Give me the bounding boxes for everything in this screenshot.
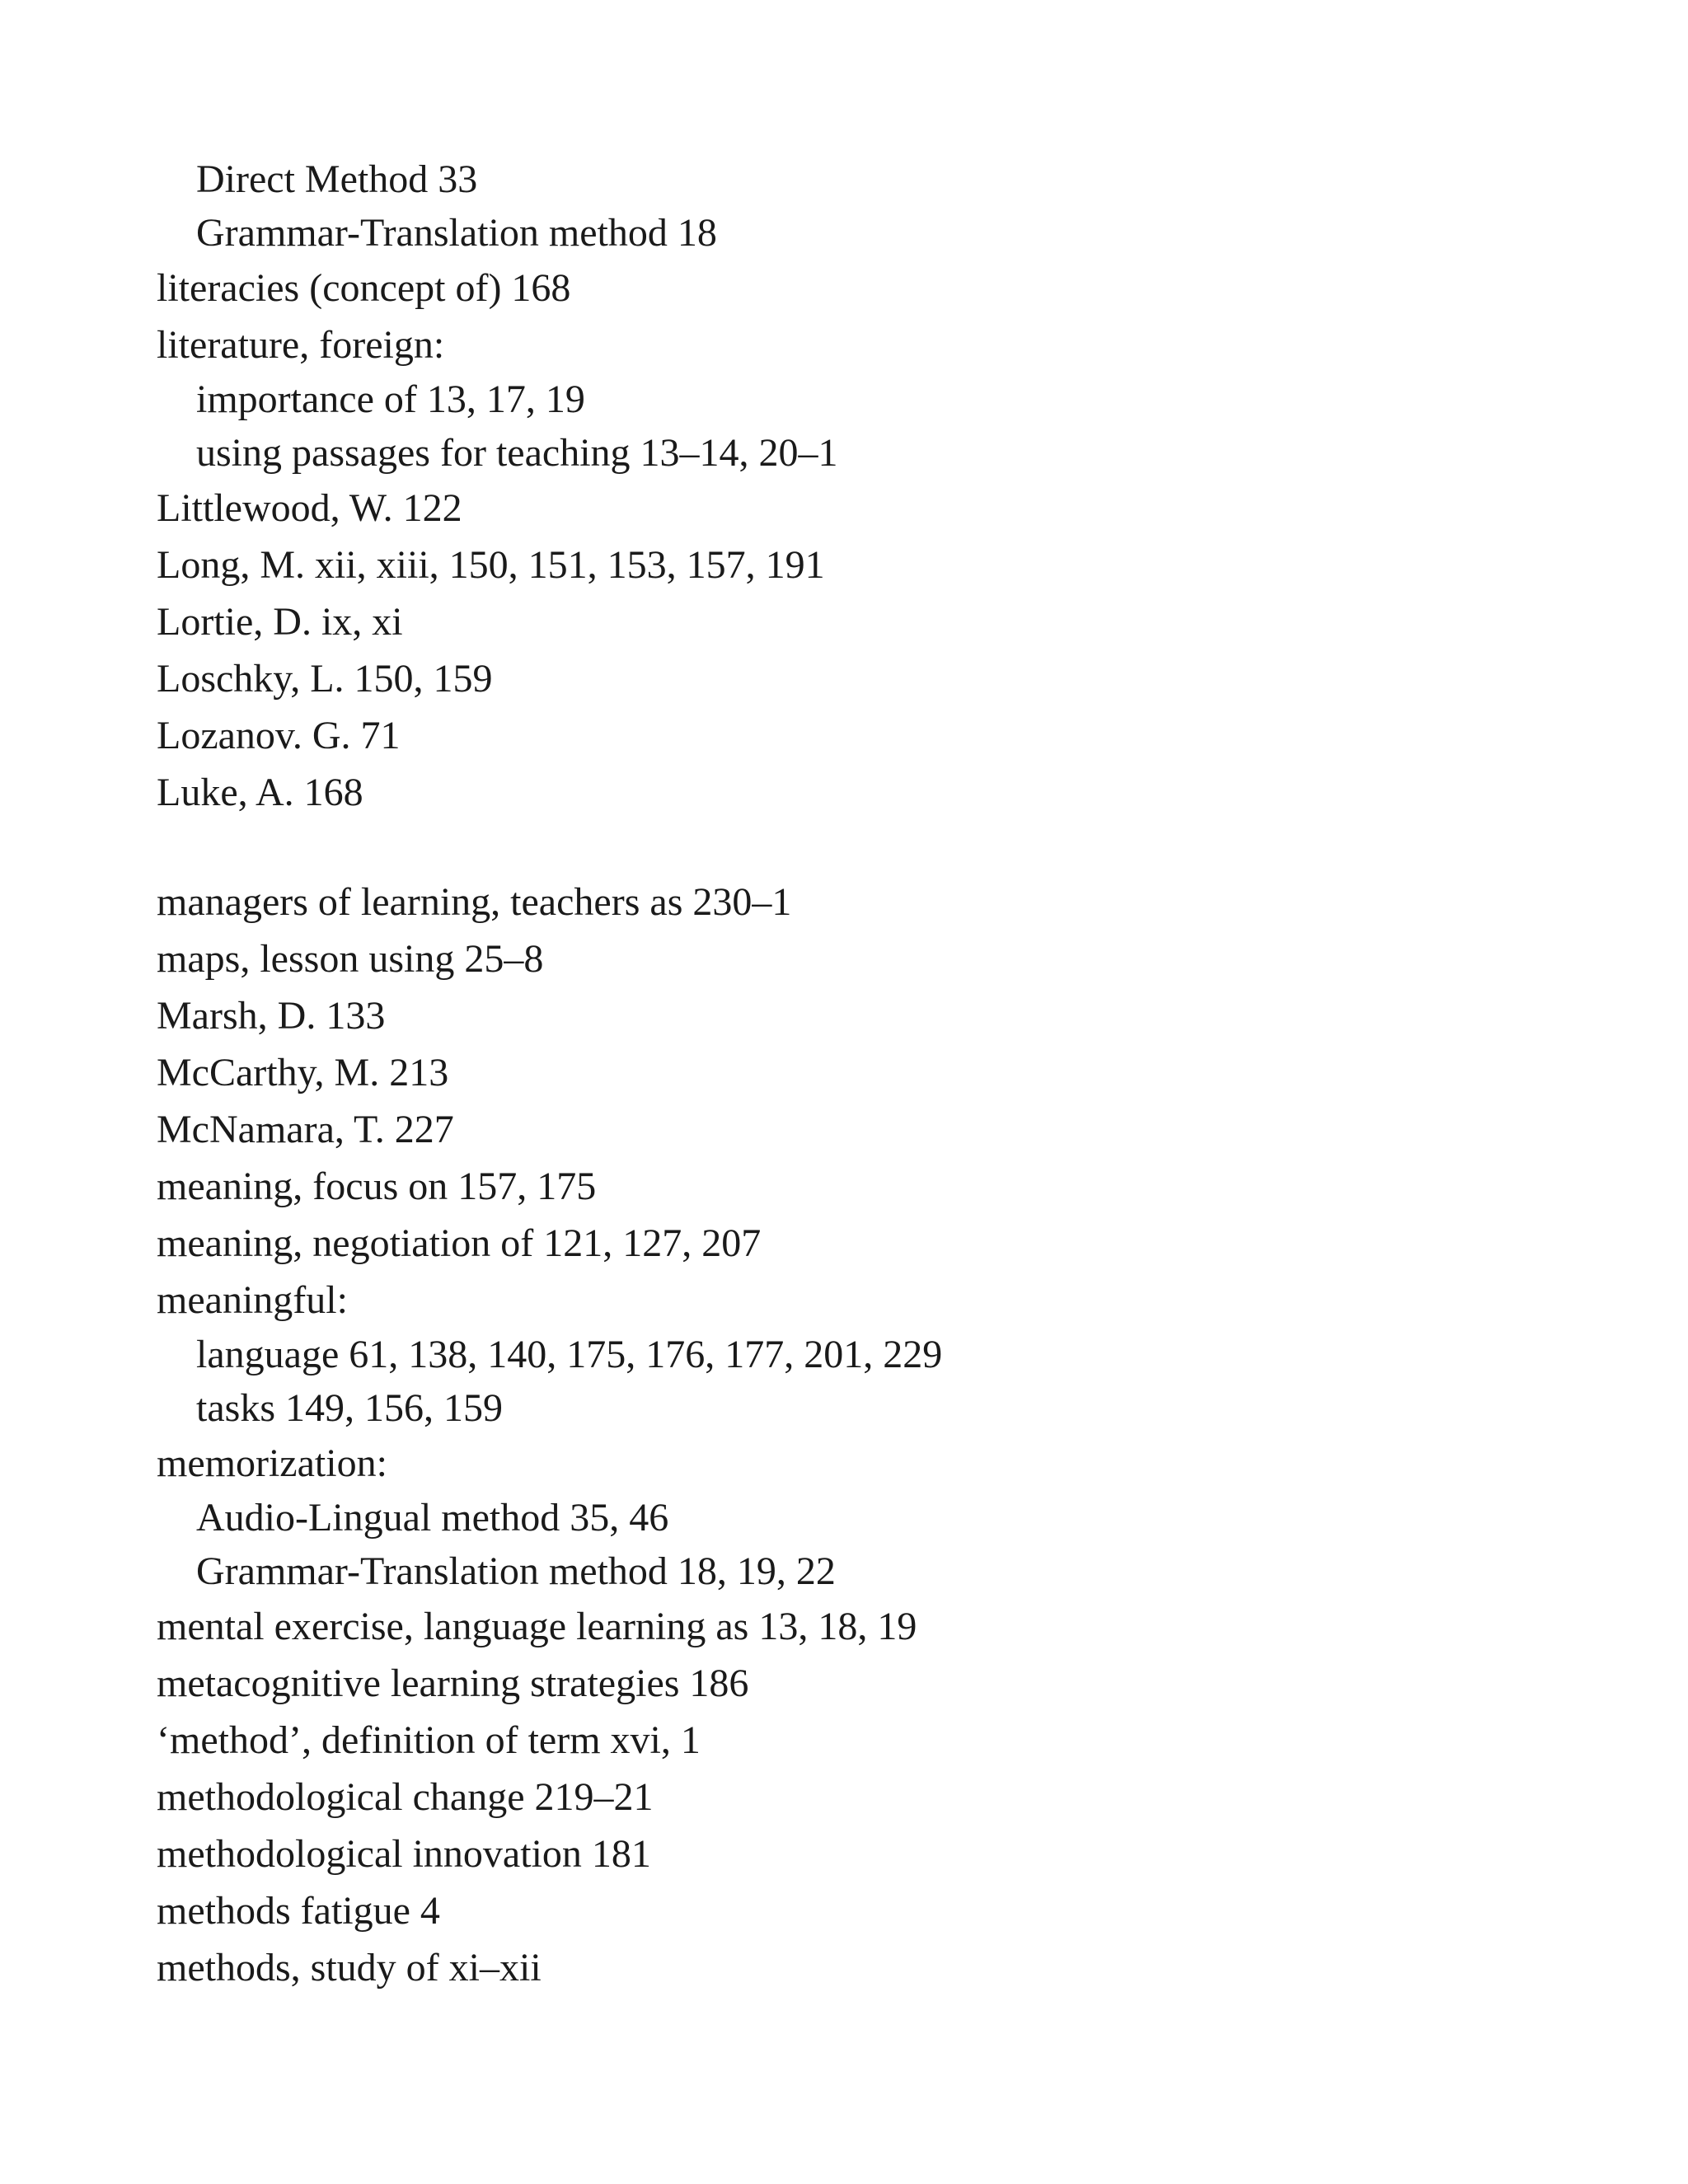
index-subentry: using passages for teaching 13–14, 20–1: [196, 430, 838, 475]
index-entry: Luke, A. 168: [157, 771, 363, 814]
index-entry: ‘method’, definition of term xvi, 1: [157, 1718, 701, 1762]
index-entry: Marsh, D. 133: [157, 994, 386, 1038]
index-entry: metacognitive learning strategies 186: [157, 1661, 749, 1705]
index-entry: Lortie, D. ix, xi: [157, 600, 403, 644]
index-entry: Loschky, L. 150, 159: [157, 657, 493, 701]
index-entry: literature, foreign:: [157, 323, 445, 367]
index-subentry: language 61, 138, 140, 175, 176, 177, 201, 229: [196, 1333, 943, 1376]
index-entry: meaning, negotiation of 121, 127, 207: [157, 1221, 762, 1265]
index-subentry: Direct Method 33: [196, 157, 478, 201]
index-list: [157, 153, 1558, 1996]
index-entry: methods, study of xi–xii: [157, 1946, 542, 1990]
index-subentry: importance of 13, 17, 19: [196, 377, 585, 421]
index-entry: mental exercise, language learning as 13, 18, 19: [157, 1605, 917, 1648]
index-entry: Lozanov. G. 71: [157, 714, 401, 757]
index-entry: meaningful:: [157, 1278, 348, 1322]
index-entry: managers of learning, teachers as 230–1: [157, 880, 792, 924]
index-subentry: Grammar-Translation method 18, 19, 22: [196, 1549, 836, 1593]
index-entry: methodological change 219–21: [157, 1775, 654, 1819]
index-entry: methodological innovation 181: [157, 1832, 651, 1876]
index-subentry: tasks 149, 156, 159: [196, 1385, 503, 1430]
index-entry: maps, lesson using 25–8: [157, 937, 544, 981]
index-subentry: Grammar-Translation method 18: [196, 210, 717, 255]
index-entry: Littlewood, W. 122: [157, 486, 462, 530]
index-entry: meaning, focus on 157, 175: [157, 1165, 597, 1208]
index-entry: literacies (concept of) 168: [157, 266, 571, 310]
index-entry: memorization:: [157, 1441, 387, 1485]
index-entry: McCarthy, M. 213: [157, 1051, 449, 1094]
index-entry: Long, M. xii, xiii, 150, 151, 153, 157, 191: [157, 543, 825, 587]
index-subentry: Audio-Lingual method 35, 46: [196, 1496, 669, 1540]
index-entry: methods fatigue 4: [157, 1889, 440, 1933]
index-entry: McNamara, T. 227: [157, 1108, 454, 1151]
letter-section-gap: [157, 821, 1558, 874]
